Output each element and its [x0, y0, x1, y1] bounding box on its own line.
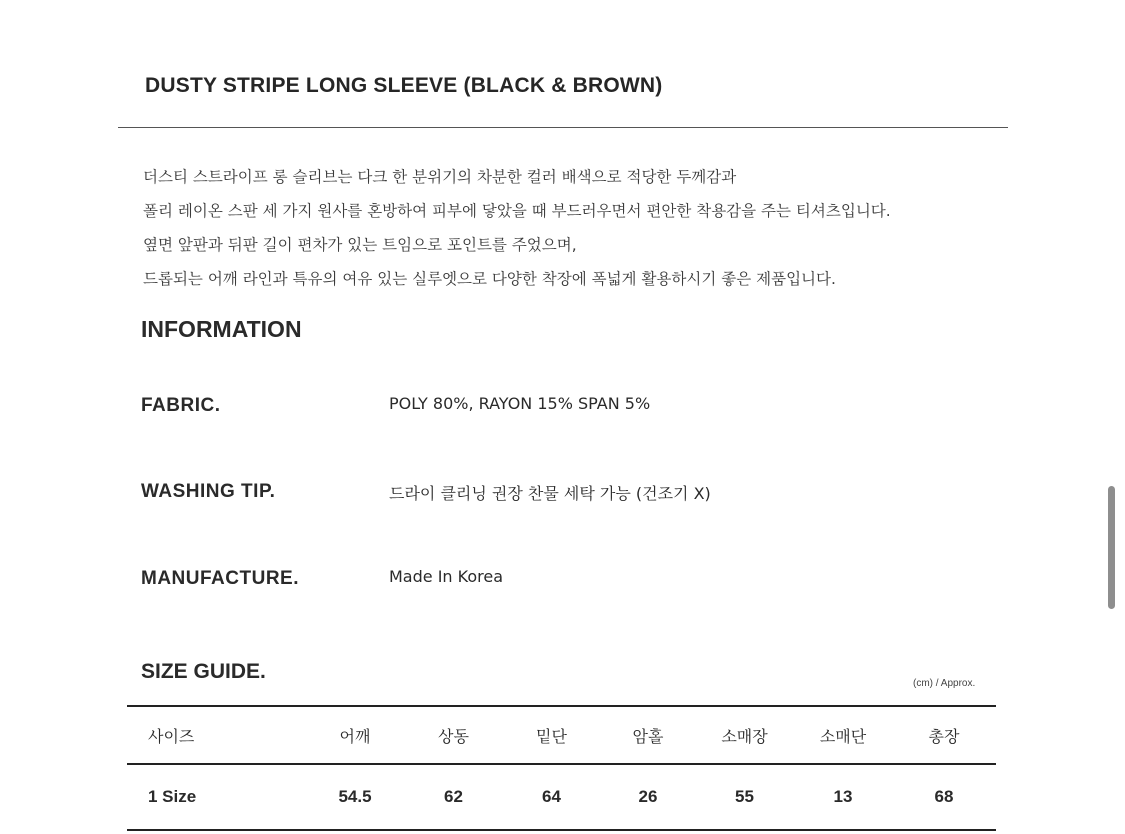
measurement-cell: 62 [405, 764, 502, 830]
column-header: 어깨 [305, 706, 405, 764]
washing-tip-label: WASHING TIP. [141, 481, 276, 502]
product-title: DUSTY STRIPE LONG SLEEVE (BLACK & BROWN) [145, 74, 663, 97]
title-divider [118, 127, 1008, 128]
size-table [127, 705, 996, 831]
column-header: 사이즈 [127, 706, 305, 764]
measurement-cell: 13 [794, 764, 892, 830]
measurement-cell: 54.5 [305, 764, 405, 830]
scrollbar-thumb[interactable] [1108, 486, 1115, 609]
product-description [143, 160, 1043, 296]
description-line: 옆면 앞판과 뒤판 길이 편차가 있는 트임으로 포인트를 주었으며, [143, 236, 577, 254]
description-line: 드롭되는 어깨 라인과 특유의 여유 있는 실루엣으로 다양한 착장에 폭넓게 활용하시기 좋은 제품입니다. [143, 270, 836, 288]
washing-tip-value: 드라이 클리닝 권장 찬물 세탁 가능 (건조기 X) [389, 484, 711, 503]
size-unit-note: (cm) / Approx. [913, 678, 976, 689]
measurement-cell: 55 [695, 764, 794, 830]
column-header: 암홀 [601, 706, 695, 764]
fabric-label: FABRIC. [141, 395, 221, 416]
table-row [127, 764, 996, 830]
manufacture-value: Made In Korea [389, 567, 503, 586]
measurement-cell: 68 [892, 764, 996, 830]
column-header: 상동 [405, 706, 502, 764]
description-line: 폴리 레이온 스판 세 가지 원사를 혼방하여 피부에 닿았을 때 부드러우면서 편안한 착용감을 주는 티셔츠입니다. [143, 202, 891, 220]
fabric-value: POLY 80%, RAYON 15% SPAN 5% [389, 394, 651, 413]
description-line: 더스티 스트라이프 롱 슬리브는 다크 한 분위기의 차분한 컬러 배색으로 적당한 두께감과 [143, 168, 737, 186]
column-header: 총장 [892, 706, 996, 764]
information-heading: INFORMATION [141, 316, 302, 342]
size-name-cell: 1 Size [127, 764, 305, 830]
column-header: 소매단 [794, 706, 892, 764]
column-header: 소매장 [695, 706, 794, 764]
column-header: 밑단 [502, 706, 601, 764]
measurement-cell: 64 [502, 764, 601, 830]
manufacture-label: MANUFACTURE. [141, 568, 299, 589]
size-guide-heading: SIZE GUIDE. [141, 660, 266, 683]
size-table-header-row [127, 706, 996, 764]
measurement-cell: 26 [601, 764, 695, 830]
